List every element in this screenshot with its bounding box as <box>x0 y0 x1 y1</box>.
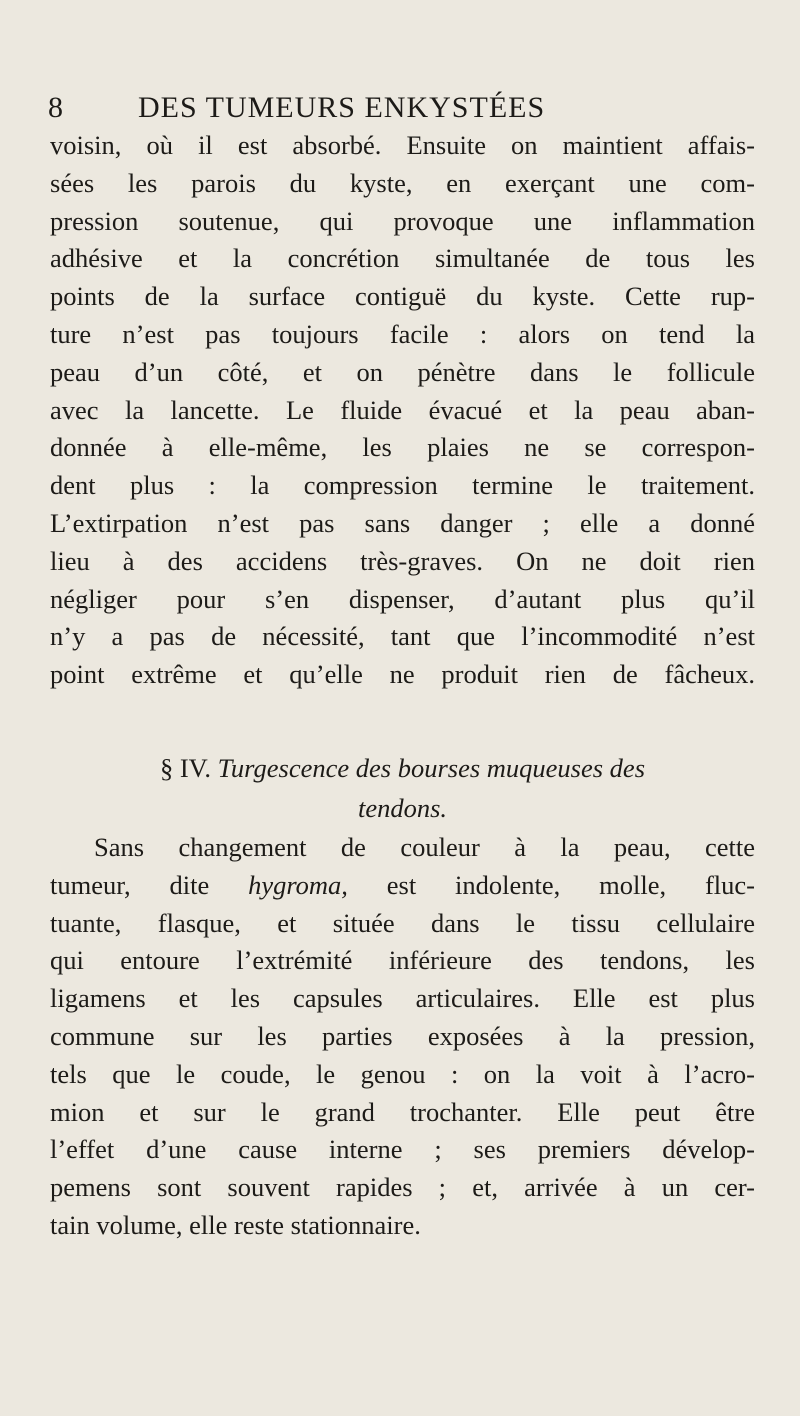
text-line: mion et sur le grand trochanter. Elle peut être <box>50 1096 755 1127</box>
text-line: commune sur les parties exposées à la pression, <box>50 1020 755 1051</box>
paragraph-extirpation <box>50 127 755 694</box>
text-line-with-term <box>50 866 755 904</box>
section-heading-line <box>50 748 755 788</box>
section-title-continued: tendons. <box>357 793 448 823</box>
text-line: points de la surface contiguë du kyste. Cette rup- <box>50 281 755 312</box>
text-line: négliger pour s’en dispenser, d’autant plus qu’il <box>50 583 755 614</box>
text-line: l’effet d’une cause interne ; ses premiers dévelop- <box>50 1134 755 1165</box>
text-line: tels que le coude, le genou : on la voit à l’acro- <box>50 1058 755 1089</box>
text-line: peau d’un côté, et on pénètre dans le follicule <box>50 356 755 387</box>
running-title: DES TUMEURS ENKYSTÉES <box>138 91 546 124</box>
text-line: voisin, où il est absorbé. Ensuite on maintient affais- <box>50 130 755 160</box>
text-line: L’extirpation n’est pas sans danger ; elle a donné <box>50 507 755 538</box>
section-heading <box>50 748 755 828</box>
text-line: adhésive et la concrétion simultanée de tous les <box>50 243 755 274</box>
text-line: n’y a pas de nécessité, tant que l’incommodité n’est <box>50 621 755 652</box>
section-heading-line <box>50 788 755 828</box>
text-line: tuante, flasque, et située dans le tissu cellulaire <box>50 907 755 938</box>
text-line: lieu à des accidens très-graves. On ne doit rien <box>50 545 755 576</box>
text-run: tumeur, dite <box>50 869 249 900</box>
text-run: est indolente, molle, fluc- <box>347 869 755 900</box>
text-line: dent plus : la compression termine le traitement. <box>50 470 755 501</box>
section-number: IV. <box>179 753 212 783</box>
page-number: 8 <box>48 91 64 124</box>
section-title: Turgescence des bourses muqueuses des <box>217 753 646 783</box>
text-line: ture n’est pas toujours facile : alors on tend la <box>50 318 755 349</box>
text-line: avec la lancette. Le fluide évacué et la peau aban- <box>50 394 755 425</box>
paragraph-hygroma <box>50 828 755 1244</box>
text-line: pression soutenue, qui provoque une inflammation <box>50 205 755 236</box>
running-head <box>48 88 758 128</box>
text-line: pemens sont souvent rapides ; et, arrivée à un cer- <box>50 1172 755 1203</box>
term-hygroma: hygroma, <box>248 869 348 900</box>
text-line: sées les parois du kyste, en exerçant une com- <box>50 167 755 198</box>
text-line: qui entoure l’extrémité inférieure des tendons, les <box>50 945 755 976</box>
text-line: ligamens et les capsules articulaires. Elle est plus <box>50 983 755 1014</box>
text-line: donnée à elle-même, les plaies ne se correspon- <box>50 432 755 463</box>
text-line: tain volume, elle reste stationnaire. <box>50 1209 421 1240</box>
section-mark: § <box>159 753 174 783</box>
text-line: Sans changement de couleur à la peau, cette <box>94 832 755 862</box>
text-line: point extrême et qu’elle ne produit rien de fâcheux. <box>50 659 755 690</box>
